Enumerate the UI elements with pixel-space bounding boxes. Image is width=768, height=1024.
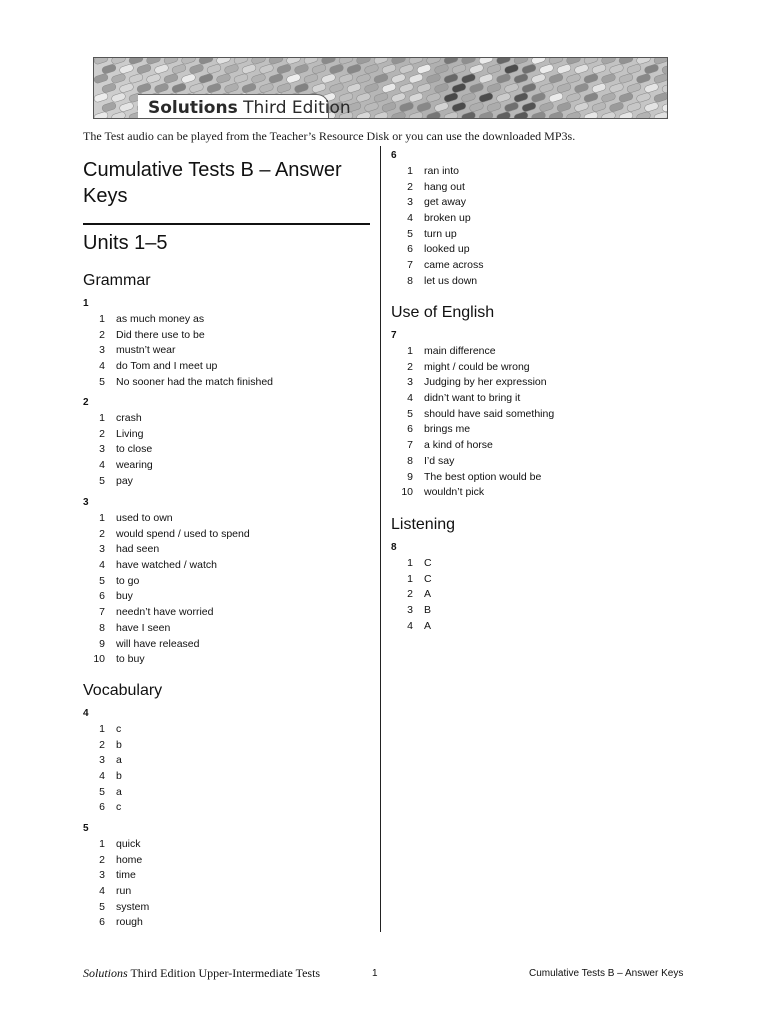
item-answer: turn up [424,227,457,240]
use-of-english-heading: Use of English [391,304,495,321]
item-number: 5 [99,375,105,388]
item-number: 2 [99,738,105,751]
item-number: 6 [407,243,413,256]
item-number: 5 [407,407,413,420]
item-number: 5 [99,574,105,587]
item-answer: to buy [116,653,145,666]
item-number: 4 [99,559,105,572]
item-answer: c [116,723,122,735]
item-number: 3 [407,376,413,389]
item-answer: No sooner had the match finished [116,375,274,388]
item-number: 4 [99,360,105,373]
item-number: 3 [99,543,105,556]
item-number: 6 [99,590,105,603]
item-answer: wearing [116,459,153,472]
item-number: 5 [407,227,413,240]
document-title: Cumulative Tests B – Answer Keys [83,159,342,207]
item-answer: wouldn’t pick [424,486,485,499]
item-answer: should have said something [424,407,555,420]
item-answer: would spend / used to spend [116,527,250,540]
column-divider [380,146,381,932]
item-number: 6 [407,423,413,436]
exercise-number: 1 [83,298,89,309]
units-heading: Units 1–5 [83,232,168,254]
grammar-heading: Grammar [83,272,151,289]
item-answer: crash [116,412,142,424]
item-answer: mustn’t wear [116,344,176,357]
item-answer: rough [116,916,143,929]
exercise-number: 6 [391,150,397,161]
item-number: 1 [99,512,105,524]
item-answer: b [116,770,122,783]
item-number: 3 [99,443,105,456]
item-answer: A [424,619,432,632]
item-number: 1 [407,165,413,177]
item-number: 2 [99,427,105,440]
item-answer: get away [424,196,467,209]
item-number: 10 [401,486,413,499]
brand-logo: Solutions Third Edition [148,98,351,118]
item-answer: home [116,853,143,866]
item-answer: buy [116,590,133,603]
header-banner [93,57,668,119]
item-number: 3 [99,344,105,357]
item-number: 6 [99,801,105,814]
item-answer: C [424,557,432,569]
item-number: 1 [407,557,413,569]
item-number: 3 [99,869,105,882]
item-number: 6 [99,916,105,929]
item-answer: might / could be wrong [424,360,530,373]
item-answer: broken up [424,212,471,225]
item-number: 7 [407,439,413,452]
exercise-number: 5 [83,823,89,834]
brand-tab [138,94,351,119]
footer-section-title: Cumulative Tests B – Answer Keys [529,968,684,979]
exercise-number: 8 [391,542,397,553]
intro-text: The Test audio can be played from the Teacher’s Resource Disk or you can use the downloaded MP3s. [83,129,576,143]
item-answer: have I seen [116,621,171,634]
item-number: 9 [99,637,105,650]
item-answer: as much money as [116,313,205,325]
item-answer: needn’t have worried [116,606,214,619]
item-answer: have watched / watch [116,559,217,572]
item-answer: used to own [116,512,173,524]
item-number: 1 [407,345,413,357]
item-answer: A [424,588,432,601]
footer-book-title: Solutions Third Edition Upper-Intermediate Tests [83,966,321,980]
title-rule [83,223,370,225]
item-answer: let us down [424,274,478,287]
item-answer: looked up [424,243,470,256]
exercise-number: 7 [391,330,397,341]
item-number: 4 [407,392,413,405]
item-number: 2 [99,328,105,341]
item-answer: a [116,754,122,767]
item-number: 1 [99,838,105,850]
item-number: 4 [407,619,413,632]
item-number: 5 [99,785,105,798]
item-answer: I’d say [424,454,455,467]
item-answer: b [116,738,122,751]
item-number: 4 [407,212,413,225]
item-number: 4 [99,770,105,783]
item-number: 1 [99,412,105,424]
exercise-number: 4 [83,708,89,719]
item-number: 4 [99,885,105,898]
item-answer: came across [424,259,484,272]
item-answer: Judging by her expression [424,376,547,389]
item-answer: had seen [116,543,160,556]
item-number: 1 [407,572,413,585]
item-answer: a [116,785,122,798]
item-answer: brings me [424,423,471,436]
item-answer: The best option would be [424,470,542,483]
listening-heading: Listening [391,516,456,533]
vocabulary-heading: Vocabulary [83,682,163,699]
item-number: 8 [407,274,413,287]
item-answer: B [424,604,432,617]
item-number: 2 [99,853,105,866]
item-answer: do Tom and I meet up [116,360,218,373]
item-answer: hang out [424,180,465,193]
exercise-number: 3 [83,497,89,508]
item-answer: Living [116,427,144,440]
item-answer: a kind of horse [424,439,493,452]
item-answer: to go [116,574,140,587]
item-number: 10 [93,653,105,666]
item-number: 3 [99,754,105,767]
item-answer: main difference [424,345,496,357]
item-number: 5 [99,900,105,913]
item-answer: c [116,801,122,814]
item-number: 2 [99,527,105,540]
exercise-number: 2 [83,397,89,408]
item-number: 2 [407,588,413,601]
item-number: 1 [99,313,105,325]
item-answer: will have released [116,637,200,650]
item-number: 7 [407,259,413,272]
item-answer: quick [116,838,141,850]
item-answer: system [116,900,150,913]
item-answer: time [116,869,136,882]
item-number: 5 [99,474,105,487]
item-answer: run [116,885,132,898]
item-answer: didn’t want to bring it [424,392,521,405]
item-number: 8 [407,454,413,467]
item-number: 2 [407,180,413,193]
item-answer: ran into [424,165,460,177]
item-number: 9 [407,470,413,483]
footer-page-number: 1 [372,968,378,979]
item-number: 1 [99,723,105,735]
item-answer: to close [116,443,153,456]
item-number: 3 [407,604,413,617]
item-number: 2 [407,360,413,373]
item-number: 4 [99,459,105,472]
item-answer: pay [116,474,133,487]
item-number: 3 [407,196,413,209]
item-answer: Did there use to be [116,328,205,341]
item-number: 8 [99,621,105,634]
item-answer: C [424,572,432,585]
item-number: 7 [99,606,105,619]
